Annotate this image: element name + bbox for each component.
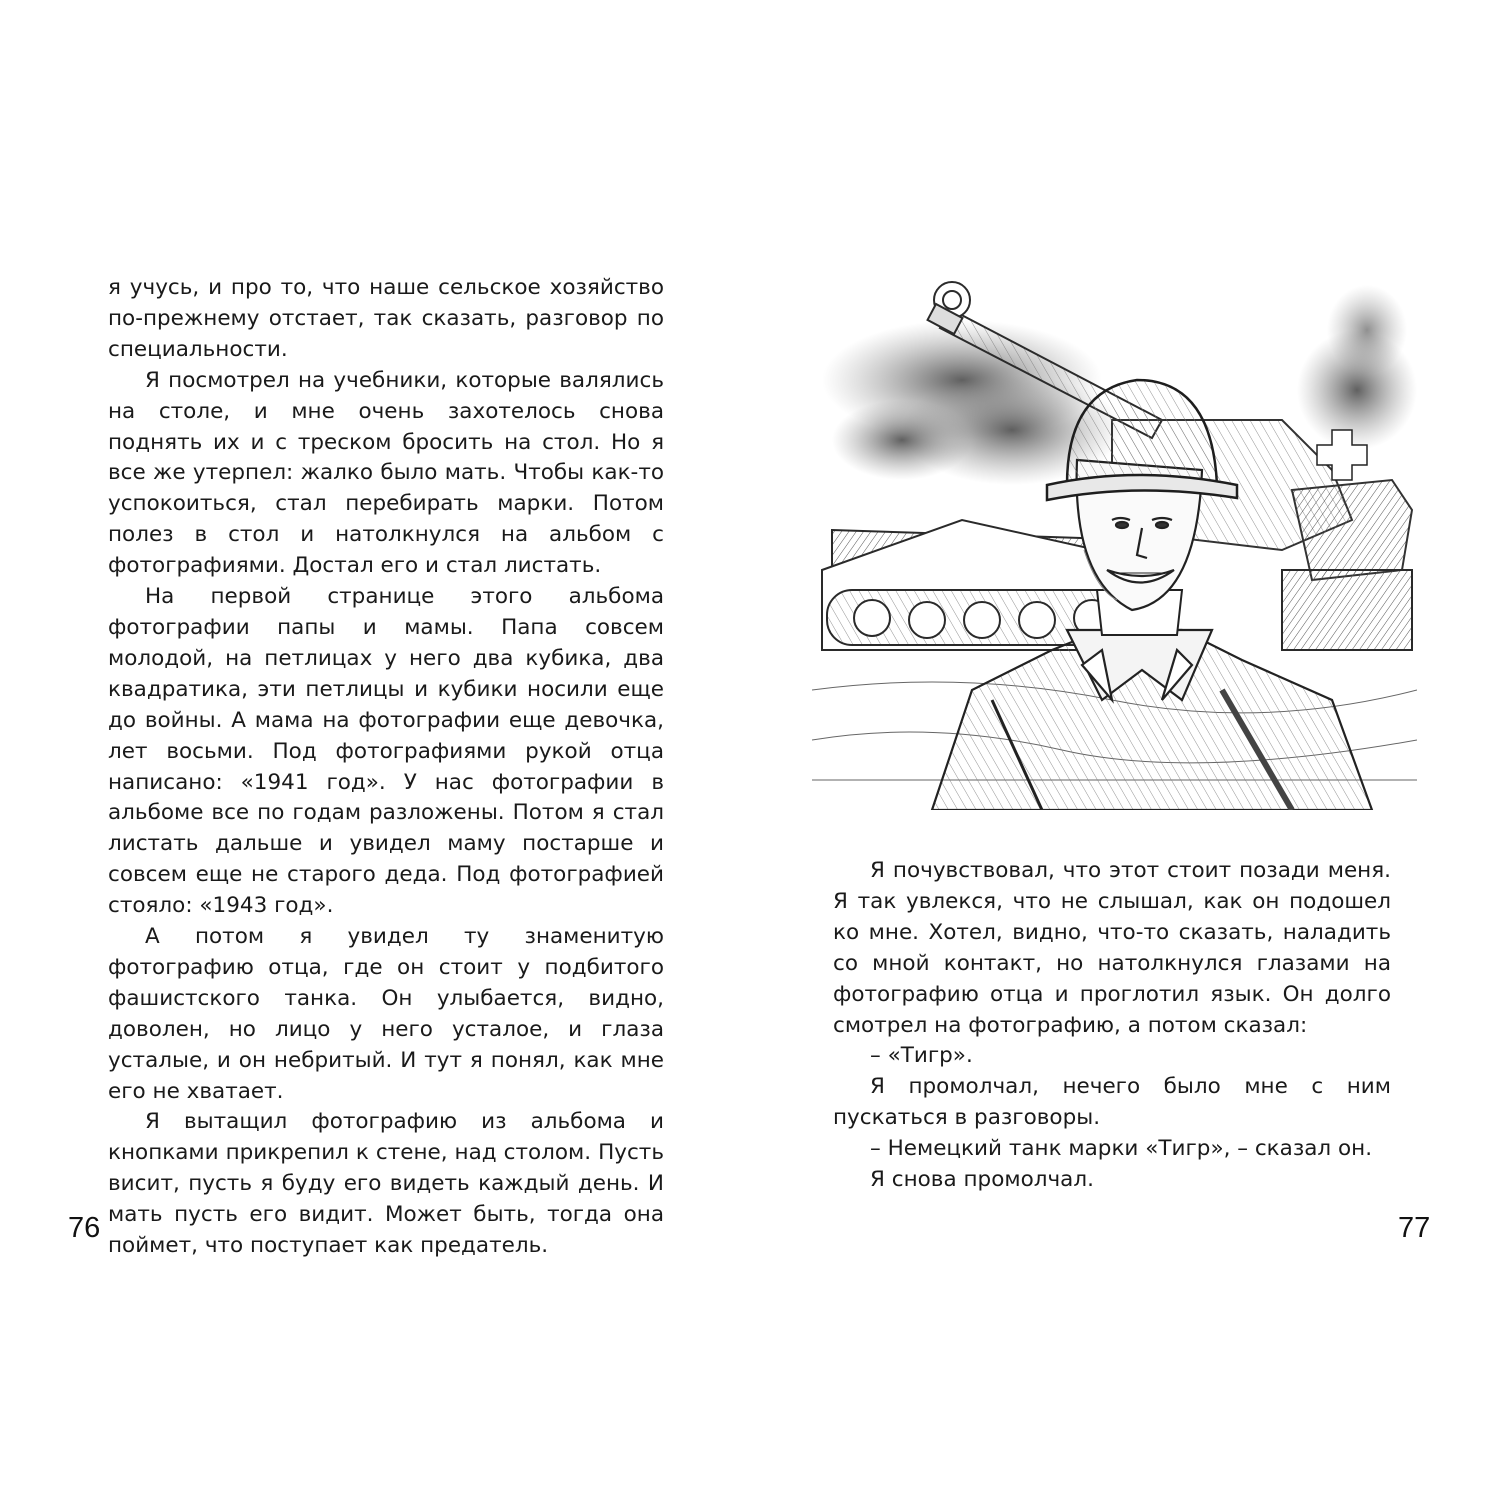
- pencil-sketch-soldier-with-tank-icon: [812, 270, 1417, 810]
- paragraph: я учусь, и про то, что наше сельское хозяйство по-прежнему отстает, так сказать, разговор по специальности.: [108, 275, 664, 362]
- page-number-right: 77: [1398, 1212, 1431, 1244]
- paragraph: Я промолчал, нечего было мне с ним пускаться в разговоры.: [833, 1074, 1391, 1131]
- right-page-text: [833, 856, 1391, 1196]
- dialogue-line: – «Тигр».: [870, 1043, 973, 1069]
- paragraph: Я снова промолчал.: [870, 1167, 1094, 1193]
- paragraph: Я посмотрел на учебники, которые валялись на столе, и мне очень захотелось снова поднять их и с треском бросить на стол. Но я все же утерпел: жалко было мать. Чтобы как-то успокоиться, стал перебирать марки. Потом полез в стол и натолкнулся на альбом с фотографиями. Достал его и стал листать.: [108, 367, 664, 579]
- paragraph: А потом я увидел ту знаменитую фотографию отца, где он стоит у подбитого фашистского танка. Он улыбается, видно, доволен, но лицо у него усталое, и глаза усталые, и он небритый. И тут я понял, как мне его не хватает.: [108, 924, 664, 1104]
- left-page-text: [108, 273, 664, 1262]
- paragraph: Я почувствовал, что этот стоит позади меня. Я так увлекся, что не слышал, как он подошел ко мне. Хотел, видно, что-то сказать, наладить со мной контакт, но натолкнулся глазами на фотографию отца и проглотил язык. Он долго смотрел на фотографию, а потом сказал:: [833, 858, 1391, 1038]
- dialogue-line: – Немецкий танк марки «Тигр», – сказал он.: [870, 1136, 1373, 1162]
- paragraph: Я вытащил фотографию из альбома и кнопками прикрепил к стене, над столом. Пусть висит, пусть я буду его видеть каждый день. И мать пусть его видит. Может быть, тогда она поймет, что поступает как предатель.: [108, 1109, 664, 1259]
- page-number-left: 76: [68, 1212, 101, 1244]
- right-page: [750, 0, 1500, 1500]
- soldier-tank-illustration: [812, 270, 1417, 810]
- paragraph: На первой странице этого альбома фотографии папы и мамы. Папа совсем молодой, на петлицах у него два кубика, два квадратика, эти петлицы и кубики носили еще до войны. А мама на фотографии еще девочка, лет восьми. Под фотографиями рукой отца написано: «1941 год». У нас фотографии в альбоме все по годам разложены. Потом я стал листать дальше и увидел маму постарше и совсем еще не старого деда. Под фотографией стояло: «1943 год».: [108, 584, 664, 919]
